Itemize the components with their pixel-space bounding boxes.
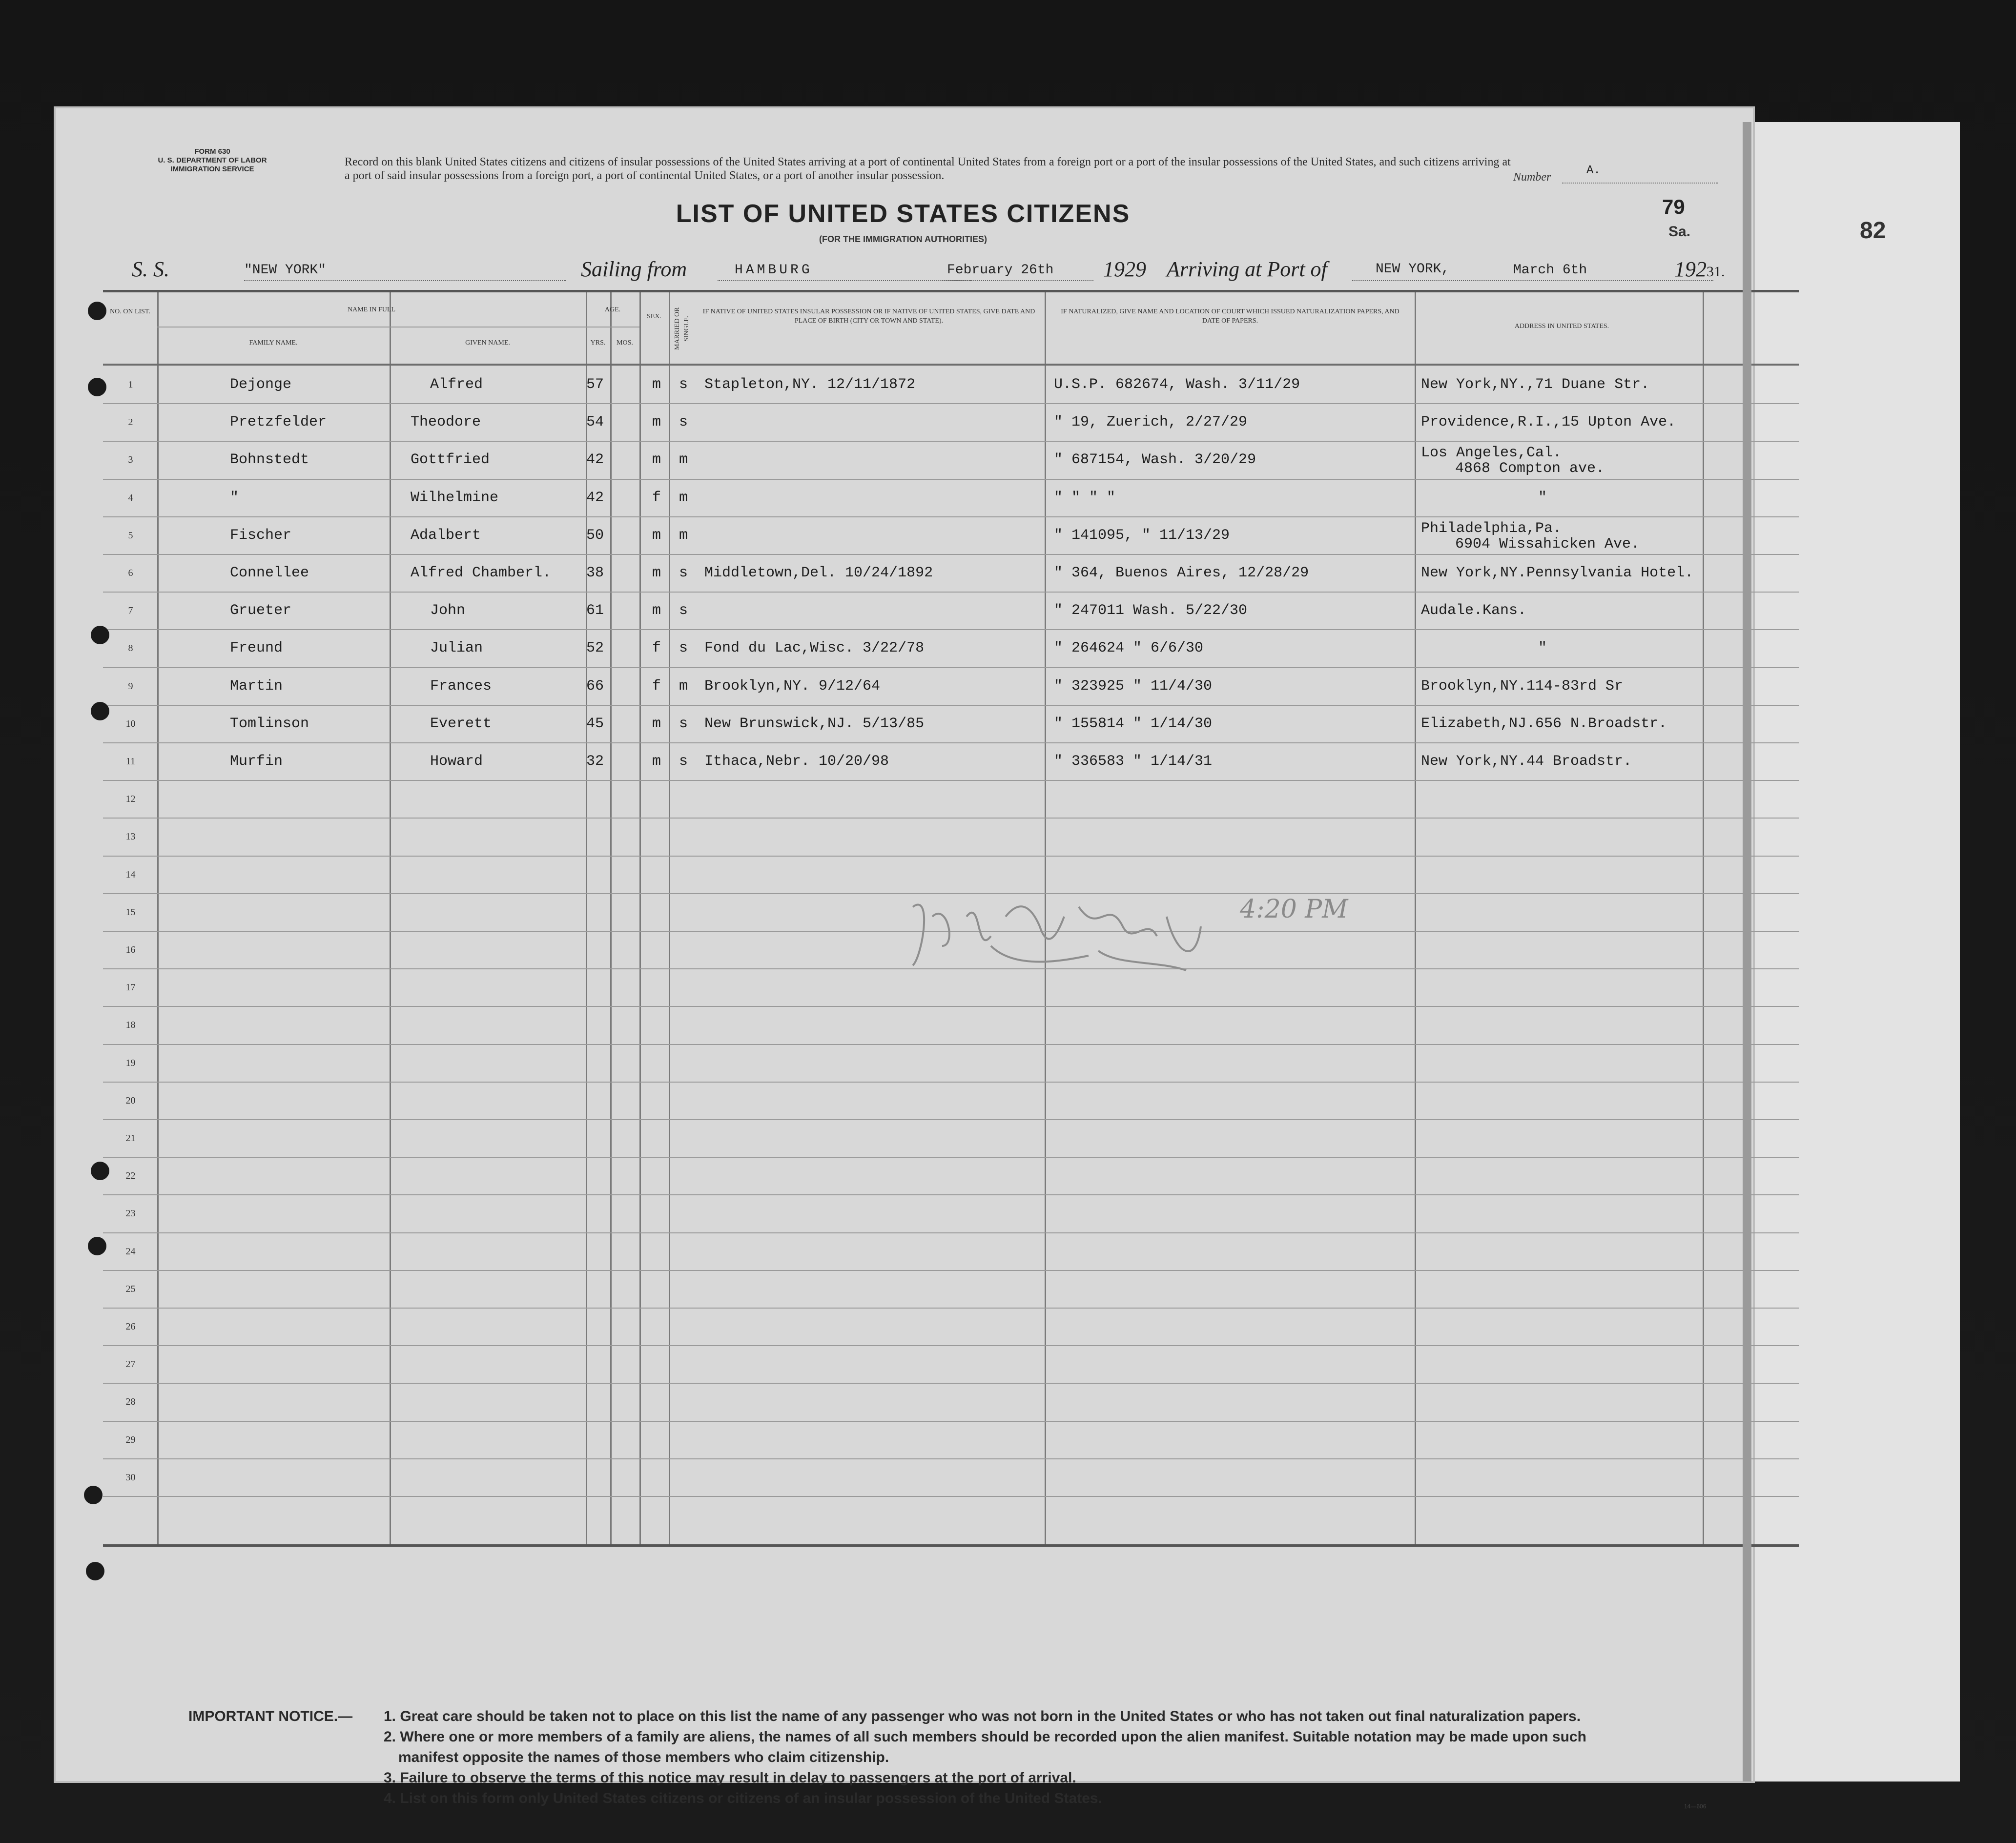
number-label: Number [1513, 171, 1551, 184]
family-name: Pretzfelder [230, 414, 327, 431]
header-bottom-rule [103, 364, 1799, 366]
row-number: 13 [125, 831, 136, 842]
given-name: Howard [430, 753, 483, 770]
header-rule [157, 327, 586, 328]
sex: m [652, 753, 661, 770]
signature-time: 4:20 PM [1240, 895, 1348, 924]
address-line: New York,NY.Pennsylvania Hotel. [1421, 565, 1694, 581]
naturalization: " 264624 " 6/6/30 [1054, 640, 1204, 657]
row-rule [103, 403, 1799, 404]
row-rule [103, 1157, 1799, 1158]
header-rule [586, 327, 639, 328]
row-number: 24 [125, 1246, 136, 1257]
marital-status: m [679, 451, 688, 469]
address-line: Providence,R.I.,15 Upton Ave. [1421, 414, 1676, 431]
header-mos: MOS. [617, 339, 633, 347]
col-rule [1415, 292, 1416, 1544]
given-name: John [430, 602, 466, 619]
address-line: Elizabeth,NJ.656 N.Broadstr. [1421, 715, 1667, 732]
naturalization: " " " " [1054, 489, 1116, 506]
family-name: Bohnstedt [230, 451, 309, 469]
ship-line [244, 280, 566, 281]
row-number: 1 [128, 379, 133, 390]
naturalization: " 323925 " 11/4/30 [1054, 677, 1213, 695]
address-line: Audale.Kans. [1421, 602, 1527, 619]
address-line: New York,NY.44 Broadstr. [1421, 753, 1632, 770]
punch-hole [88, 1237, 106, 1255]
row-rule [103, 1082, 1799, 1083]
row-rule [103, 705, 1799, 706]
punch-hole [88, 378, 106, 396]
sex: f [652, 640, 661, 657]
header-age: AGE. [604, 306, 621, 313]
marital-status: s [679, 640, 688, 657]
port-from-line [718, 280, 971, 281]
service-name: IMMIGRATION SERVICE [170, 165, 254, 173]
age-years: 42 [586, 489, 604, 506]
row-rule [103, 629, 1799, 630]
row-number: 28 [125, 1396, 136, 1408]
row-rule [103, 1044, 1799, 1045]
row-rule [103, 441, 1799, 442]
given-name: Theodore [411, 414, 481, 431]
row-number: 10 [125, 718, 136, 729]
next-page-number: 82 [1860, 218, 1886, 244]
age-years: 42 [586, 451, 604, 469]
number-value: A. [1586, 164, 1601, 177]
address-line: New York,NY.,71 Duane Str. [1421, 376, 1650, 393]
number-line [1562, 183, 1718, 184]
family-name: Dejonge [230, 376, 292, 393]
marital-status: s [679, 602, 688, 619]
page-edge [1743, 122, 1751, 1782]
sex: m [652, 602, 661, 619]
given-name: Julian [430, 640, 483, 657]
row-number: 25 [125, 1283, 136, 1294]
row-number: 22 [125, 1170, 136, 1182]
birth-place-date: Ithaca,Nebr. 10/20/98 [704, 753, 889, 770]
sail-date-line [942, 280, 1093, 281]
row-rule [103, 1194, 1799, 1195]
sex: f [652, 677, 661, 695]
birth-place-date: New Brunswick,NJ. 5/13/85 [704, 715, 925, 732]
col-rule [157, 292, 159, 1544]
row-number: 30 [125, 1472, 136, 1483]
header-family-name: FAMILY NAME. [249, 339, 298, 347]
form-number: FORM 630 [194, 147, 230, 156]
given-name: Everett [430, 715, 492, 732]
row-rule [103, 1119, 1799, 1120]
row-rule [103, 856, 1799, 857]
row-number: 16 [125, 944, 136, 955]
header-address: ADDRESS IN UNITED STATES. [1514, 323, 1609, 330]
family-name: Tomlinson [230, 715, 309, 732]
address-line: Philadelphia,Pa. [1421, 520, 1562, 537]
arrival-line [1352, 280, 1713, 281]
address-line: " [1538, 640, 1547, 657]
row-rule [103, 1458, 1799, 1459]
row-rule [103, 592, 1799, 593]
row-number: 17 [125, 982, 136, 993]
page-subtitle: (FOR THE IMMIGRATION AUTHORITIES) [819, 234, 987, 244]
marital-status: s [679, 715, 688, 732]
department-name: U. S. DEPARTMENT OF LABOR [158, 156, 267, 164]
marital-status: m [679, 489, 688, 506]
age-years: 38 [586, 565, 604, 581]
form-instructions: Record on this blank United States citizens and citizens of insular possessions of the United States arriving at a port of continental United States from a foreign port or a port of the insular possessions of the United States, and such citizens arriving at a port of said insular possessions from a foreign port, a port of continental United States, or a port of another insular possession. [345, 156, 1511, 182]
port-to: NEW YORK, [1376, 262, 1450, 277]
page-suffix: Sa. [1668, 224, 1691, 240]
naturalization: U.S.P. 682674, Wash. 3/11/29 [1054, 376, 1300, 393]
given-name: Wilhelmine [411, 489, 499, 506]
row-rule [103, 742, 1799, 743]
row-number: 23 [125, 1208, 136, 1219]
row-rule [103, 1383, 1799, 1384]
arriving-label: Arriving at Port of [1167, 257, 1327, 281]
sex: m [652, 715, 661, 732]
col-rule [669, 292, 670, 1544]
notice-item-2-cont: manifest opposite the names of those members who claim citizenship. [398, 1749, 889, 1765]
family-name: Murfin [230, 753, 283, 770]
form-code: 14—606 [1684, 1803, 1707, 1810]
punch-hole [91, 1162, 109, 1180]
row-rule [103, 516, 1799, 517]
punch-hole [91, 626, 109, 644]
sail-year: 1929 [1103, 257, 1146, 281]
row-number: 26 [125, 1321, 136, 1332]
voyage-line [132, 257, 1772, 286]
given-name: Gottfried [411, 451, 490, 469]
given-name: Frances [430, 677, 492, 695]
punch-hole [84, 1486, 103, 1504]
family-name: Martin [230, 677, 283, 695]
col-rule [639, 292, 641, 1544]
row-number: 14 [125, 869, 136, 880]
arrival-date: March 6th [1513, 263, 1587, 278]
age-years: 52 [586, 640, 604, 657]
row-rule [103, 1496, 1799, 1497]
given-name: Adalbert [411, 527, 481, 544]
notice-item-1: 1. Great care should be taken not to place on this list the name of any passenger who was not born in the United States or who has not taken out final naturalization papers. [384, 1708, 1581, 1724]
naturalization: " 155814 " 1/14/30 [1054, 715, 1213, 732]
row-rule [103, 818, 1799, 819]
naturalization: " 19, Zuerich, 2/27/29 [1054, 414, 1248, 431]
row-number: 27 [125, 1359, 136, 1370]
row-number: 29 [125, 1434, 136, 1445]
row-number: 11 [125, 756, 136, 767]
row-rule [103, 1308, 1799, 1309]
naturalization: " 687154, Wash. 3/20/29 [1054, 451, 1256, 469]
manifest-sheet [54, 106, 1755, 1810]
marital-status: m [679, 527, 688, 544]
page-number: 79 [1662, 195, 1685, 218]
row-number: 20 [125, 1095, 136, 1106]
age-years: 45 [586, 715, 604, 732]
header-birth: IF NATIVE OF UNITED STATES INSULAR POSSESSION OR IF NATIVE OF UNITED STATES, GIVE DATE AND PLACE OF BIRTH (CITY OR TOWN AND STATE). [702, 308, 1035, 325]
given-name: Alfred [430, 376, 483, 393]
header-no-on-list: NO. ON LIST. [110, 308, 150, 315]
sex: m [652, 414, 661, 431]
row-rule [103, 479, 1799, 480]
sex: m [652, 527, 661, 544]
sailing-label: Sailing from [581, 257, 687, 281]
row-number: 9 [128, 680, 133, 692]
address-line: Brooklyn,NY.114-83rd Sr [1421, 677, 1624, 695]
marital-status: s [679, 414, 688, 431]
row-number: 3 [128, 454, 133, 466]
row-number: 18 [125, 1020, 136, 1031]
header-name-in-full: NAME IN FULL [348, 306, 395, 313]
row-rule [103, 1421, 1799, 1422]
row-number: 5 [128, 530, 133, 541]
birth-place-date: Stapleton,NY. 12/11/1872 [704, 376, 916, 393]
row-rule [103, 1006, 1799, 1007]
punch-hole [86, 1562, 104, 1580]
age-years: 66 [586, 677, 604, 695]
row-number: 19 [125, 1057, 136, 1068]
punch-hole [91, 702, 109, 720]
naturalization: " 141095, " 11/13/29 [1054, 527, 1230, 544]
header-naturalized: IF NATURALIZED, GIVE NAME AND LOCATION OF COURT WHICH ISSUED NATURALIZATION PAPERS, AND DATE OF PAPERS. [1061, 308, 1399, 325]
col-rule [610, 292, 612, 1544]
address-line: 4868 Compton ave. [1455, 460, 1605, 477]
arrival-year: 19231. [1674, 257, 1725, 281]
header-married: MARRIED OR SINGLE. [674, 307, 690, 350]
sex: m [652, 451, 661, 469]
header-sex: SEX. [647, 313, 661, 320]
marital-status: s [679, 376, 688, 393]
age-years: 61 [586, 602, 604, 619]
row-number: 6 [128, 568, 133, 578]
sex: m [652, 565, 661, 581]
col-rule [390, 292, 391, 1544]
birth-place-date: Brooklyn,NY. 9/12/64 [704, 677, 881, 695]
row-number: 4 [128, 492, 133, 503]
row-number: 7 [128, 605, 133, 616]
given-name: Alfred Chamberl. [411, 565, 552, 581]
age-years: 32 [586, 753, 604, 770]
sail-date: February 26th [947, 263, 1054, 278]
family-name: Fischer [230, 527, 292, 544]
port-from: HAMBURG [735, 263, 813, 278]
form-identifier [142, 147, 283, 174]
row-number: 8 [128, 643, 133, 654]
row-number: 21 [125, 1133, 136, 1144]
marital-status: s [679, 565, 688, 581]
row-number: 12 [125, 794, 136, 805]
family-name: Grueter [230, 602, 292, 619]
ss-label: S. S. [132, 257, 169, 281]
header-yrs: YRS. [590, 339, 606, 347]
age-years: 57 [586, 376, 604, 393]
header-given-name: GIVEN NAME. [465, 339, 510, 347]
row-rule [103, 554, 1799, 555]
ship-name: "NEW YORK" [244, 263, 327, 278]
age-years: 50 [586, 527, 604, 544]
marital-status: s [679, 753, 688, 770]
address-line: " [1538, 489, 1547, 506]
row-rule [103, 667, 1799, 668]
birth-place-date: Fond du Lac,Wisc. 3/22/78 [704, 640, 925, 657]
row-rule [103, 1345, 1799, 1346]
row-number: 2 [128, 417, 133, 428]
family-name: " [230, 489, 239, 506]
naturalization: " 336583 " 1/14/31 [1054, 753, 1213, 770]
marital-status: m [679, 677, 688, 695]
birth-place-date: Middletown,Del. 10/24/1892 [704, 565, 933, 581]
family-name: Connellee [230, 565, 309, 581]
naturalization: " 364, Buenos Aires, 12/28/29 [1054, 565, 1309, 581]
address-line: 6904 Wissahicken Ave. [1455, 535, 1640, 553]
row-rule [103, 1232, 1799, 1233]
notice-item-4: 4. List on this form only United States citizens or citizens of an insular possession of the United States. [384, 1790, 1102, 1806]
sex: f [652, 489, 661, 506]
notice-item-3: 3. Failure to observe the terms of this notice may result in delay to passengers at the port of arrival. [384, 1770, 1076, 1786]
notice-item-2: 2. Where one or more members of a family are aliens, the names of all such members should be recorded upon the alien manifest. Suitable notation may be made upon such [384, 1729, 1586, 1745]
naturalization: " 247011 Wash. 5/22/30 [1054, 602, 1248, 619]
notice-title: IMPORTANT NOTICE.— [188, 1708, 353, 1724]
row-rule [103, 1270, 1799, 1271]
age-years: 54 [586, 414, 604, 431]
sex: m [652, 376, 661, 393]
row-number: 15 [125, 906, 136, 918]
punch-hole [88, 302, 106, 320]
col-rule [1703, 292, 1704, 1544]
col-rule [586, 292, 587, 1544]
address-line: Los Angeles,Cal. [1421, 445, 1562, 462]
family-name: Freund [230, 640, 283, 657]
row-rule [103, 780, 1799, 781]
page-title: LIST OF UNITED STATES CITIZENS [676, 200, 1131, 228]
